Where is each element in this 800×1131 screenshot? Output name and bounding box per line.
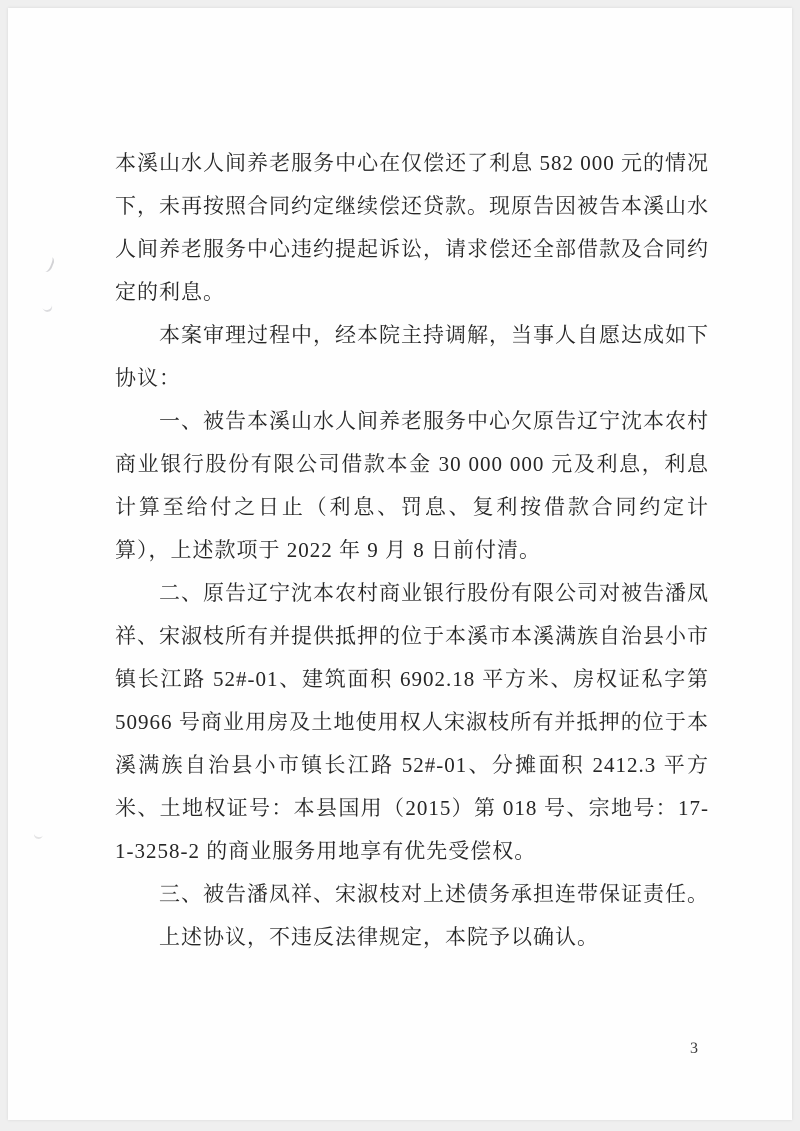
scan-smudge bbox=[39, 255, 55, 274]
paragraph-confirmation: 上述协议，不违反法律规定，本院予以确认。 bbox=[159, 925, 599, 949]
paragraph-clause-2: 二、原告辽宁沈本农村商业银行股份有限公司对被告潘凤祥、宋淑枝所有并提供抵押的位于本溪市本溪满族自治县小市镇长江路 52#-01、建筑面积 6902.18 平方米、房权证私字第 50966 号商业用房及土地使用权人宋淑枝所有并抵押的位于本溪满族自治县小市镇长江路 52#-01、分摊面积 2412.3 平方米、土地权证号：本县国用（2015）第 018 号、宗地号：17-1-3258-2 的商业服务用地享有优先受偿权。 bbox=[115, 581, 709, 863]
paragraph-continuation: 本溪山水人间养老服务中心在仅偿还了利息 582 000 元的情况下，未再按照合同约定继续偿还贷款。现原告因被告本溪山水人间养老服务中心违约提起诉讼，请求偿还全部借款及合同约定的利息。 bbox=[115, 151, 709, 304]
paragraph-clause-3: 三、被告潘凤祥、宋淑枝对上述债务承担连带保证责任。 bbox=[159, 882, 709, 906]
paragraph-clause-1: 一、被告本溪山水人间养老服务中心欠原告辽宁沈本农村商业银行股份有限公司借款本金 30 000 000 元及利息，利息计算至给付之日止（利息、罚息、复利按借款合同约定计算），上述款项于 2022 年 9 月 8 日前付清。 bbox=[115, 409, 709, 562]
scan-smudge bbox=[33, 829, 44, 840]
document-body-text bbox=[115, 142, 709, 959]
page-number: 3 bbox=[690, 1040, 698, 1057]
paragraph-mediation-intro: 本案审理过程中，经本院主持调解，当事人自愿达成如下协议： bbox=[115, 323, 709, 390]
scan-smudge bbox=[40, 299, 53, 314]
document-page bbox=[8, 8, 792, 1120]
